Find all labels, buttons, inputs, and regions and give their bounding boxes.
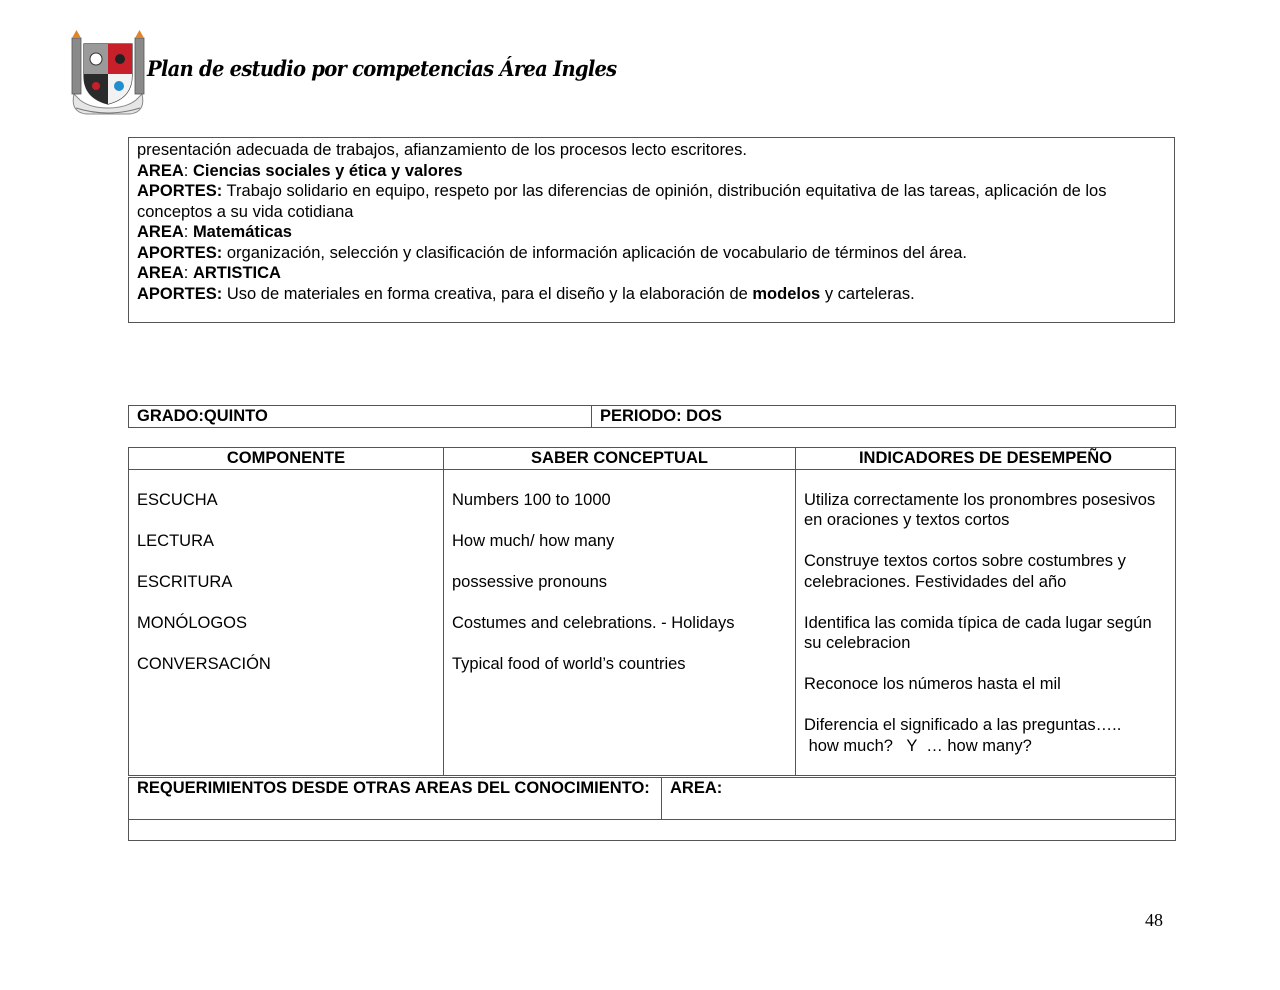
list-item: Typical food of world’s countries <box>452 654 686 673</box>
list-item: Utiliza correctamente los pronombres posesivos en oraciones y textos cortos <box>804 490 1156 529</box>
area-social-line: AREA: Ciencias sociales y ética y valores <box>137 161 463 180</box>
aportes-label: APORTES: <box>137 284 223 303</box>
list-item: ESCRITURA <box>137 572 233 591</box>
aportes-bold-word: modelos <box>752 284 821 303</box>
list-item: Numbers 100 to 1000 <box>452 490 611 509</box>
aportes-social-line <box>137 181 1166 222</box>
area-name: Ciencias sociales y ética y valores <box>192 161 463 180</box>
aportes-text: Uso de materiales en forma creativa, para el diseño y la elaboración de <box>222 284 753 303</box>
aportes-label: APORTES: <box>137 182 223 200</box>
aportes-text: organización, selección y clasificación de información aplicación de vocabulario de términos del área. <box>222 243 968 262</box>
page-number: 48 <box>1145 910 1163 930</box>
periodo-cell: PERIODO: DOS <box>592 406 1176 428</box>
list-item: ESCUCHA <box>137 490 218 509</box>
list-item: How much/ how many <box>452 531 615 550</box>
aportes-label: APORTES: <box>137 243 223 262</box>
requerimientos-area-label: AREA: <box>662 778 1176 820</box>
list-item: CONVERSACIÓN <box>137 654 271 673</box>
list-item-continuation: how much? Y … how many? <box>804 736 1032 755</box>
area-name: ARTISTICA <box>192 264 281 282</box>
document-header <box>66 28 617 123</box>
area-label: AREA <box>137 223 184 241</box>
grado-table <box>128 405 1176 428</box>
list-item: Identifica las comida típica de cada lugar según su celebracion <box>804 613 1152 652</box>
aportes-text: Trabajo solidario en equipo, respeto por las diferencias de opinión, distribución equitativa de las tareas, aplicación de los conceptos a su vida cotidiana <box>137 182 1107 221</box>
table-header-row <box>129 448 1176 470</box>
list-item: Construye textos cortos sobre costumbres y celebraciones. Festividades del año <box>804 552 1126 591</box>
area-label: AREA <box>137 161 184 180</box>
area-name: Matemáticas <box>192 223 292 241</box>
area-label: AREA <box>137 264 184 282</box>
intro-box <box>128 137 1175 323</box>
header-indicadores: INDICADORES DE DESEMPEÑO <box>796 448 1176 470</box>
requerimientos-empty-row <box>129 820 1176 841</box>
indicadores-cell <box>796 469 1176 775</box>
intro-line: presentación adecuada de trabajos, afianzamiento de los procesos lecto escritores. <box>137 141 747 159</box>
school-crest-icon <box>66 28 150 120</box>
aportes-math-line <box>137 243 1166 264</box>
header-saber: SABER CONCEPTUAL <box>444 448 796 470</box>
list-item: Reconoce los números hasta el mil <box>804 675 1061 693</box>
requerimientos-table <box>128 777 1176 841</box>
area-math-line: AREA: Matemáticas <box>137 223 292 241</box>
list-item: possessive pronouns <box>452 572 608 591</box>
componente-cell <box>129 469 444 775</box>
saber-cell <box>444 469 796 775</box>
list-item: Costumes and celebrations. - Holidays <box>452 613 735 632</box>
list-item: MONÓLOGOS <box>137 613 248 632</box>
header-title: Plan de estudio por competencias Área Ingles <box>147 56 617 81</box>
grado-cell: GRADO:QUINTO <box>129 406 592 428</box>
area-art-line: AREA: ARTISTICA <box>137 264 281 282</box>
aportes-art-line <box>137 284 1166 305</box>
list-item: LECTURA <box>137 531 215 550</box>
header-componente: COMPONENTE <box>129 448 444 470</box>
table-row <box>129 469 1176 775</box>
requerimientos-label: REQUERIMIENTOS DESDE OTRAS AREAS DEL CONOCIMIENTO: <box>129 778 662 820</box>
list-item: Diferencia el significado a las preguntas….. <box>804 716 1122 734</box>
competencias-table <box>128 447 1176 776</box>
aportes-text-end: y carteleras. <box>820 284 915 303</box>
